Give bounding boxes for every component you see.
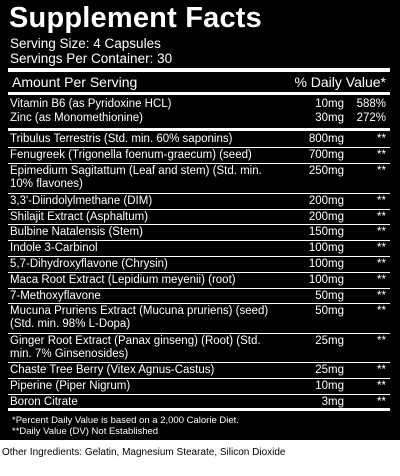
ingredient-amount: 200mg: [308, 195, 344, 207]
ingredient-daily-value: **: [377, 380, 386, 392]
ingredient-daily-value: **: [377, 258, 386, 270]
ingredient-name: 3,3'-Diindolylmethane (DIM): [10, 195, 153, 207]
daily-value-header: % Daily Value*: [294, 74, 386, 90]
bottom-divider: [8, 408, 390, 411]
ingredient-amount: 10mg: [315, 98, 344, 110]
ingredient-amount: 150mg: [308, 226, 344, 238]
row-divider: [8, 147, 390, 148]
ingredient-daily-value: **: [377, 226, 386, 238]
row-divider: [8, 224, 390, 225]
row-divider: [8, 394, 390, 395]
vitamin-divider: [8, 128, 390, 131]
ingredient-name: 7-Methoxyflavone: [10, 290, 101, 302]
footnote-daily-value: *Percent Daily Value is based on a 2,000 Calorie Diet.: [12, 415, 239, 426]
ingredient-daily-value: **: [377, 396, 386, 408]
row-divider: [8, 378, 390, 379]
row-divider: [8, 303, 390, 304]
ingredient-amount: 200mg: [308, 211, 344, 223]
row-divider: [8, 256, 390, 257]
ingredient-daily-value: **: [377, 195, 386, 207]
row-divider: [8, 163, 390, 164]
ingredient-daily-value: **: [377, 335, 386, 347]
row-divider: [8, 288, 390, 289]
amount-per-serving-header: Amount Per Serving: [12, 74, 138, 90]
panel-title: Supplement Facts: [9, 2, 262, 34]
ingredient-name: 5,7-Dihydroxyflavone (Chrysin): [10, 258, 168, 270]
ingredient-daily-value: **: [377, 242, 386, 254]
ingredient-name: Tribulus Terrestris (Std. min. 60% saponins): [10, 133, 233, 145]
other-ingredients: Other Ingredients: Gelatin, Magnesium Stearate, Silicon Dioxide: [2, 447, 286, 458]
footnote-not-established: **Daily Value (DV) Not Established: [12, 426, 159, 437]
row-divider: [8, 240, 390, 241]
row-divider: [8, 362, 390, 363]
row-divider: [8, 193, 390, 194]
ingredient-daily-value: **: [377, 149, 386, 161]
ingredient-daily-value: **: [377, 165, 386, 177]
ingredient-amount: 100mg: [308, 258, 344, 270]
ingredient-name: Chaste Tree Berry (Vitex Agnus-Castus): [10, 364, 215, 376]
ingredient-name: Maca Root Extract (Lepidium meyenii) (root): [10, 274, 236, 286]
ingredient-name: Boron Citrate: [10, 396, 78, 408]
ingredient-name: Bulbine Natalensis (Stem): [10, 226, 143, 238]
ingredient-name: Zinc (as Monomethionine): [10, 112, 143, 124]
ingredient-name: Piperine (Piper Nigrum): [10, 380, 131, 392]
ingredient-daily-value: **: [377, 133, 386, 145]
row-divider: [8, 333, 390, 334]
row-divider: [8, 209, 390, 210]
ingredient-daily-value: **: [377, 305, 386, 317]
row-divider: [8, 272, 390, 273]
ingredient-amount: 700mg: [308, 149, 344, 161]
header-divider: [8, 92, 390, 95]
ingredient-name: Epimedium Sagitattum (Leaf and stem) (Std. min. 10% flavones): [10, 165, 262, 190]
ingredient-amount: 25mg: [315, 335, 344, 347]
ingredient-daily-value: **: [377, 290, 386, 302]
ingredient-name: Indole 3-Carbinol: [10, 242, 98, 254]
ingredient-amount: 10mg: [315, 380, 344, 392]
ingredient-daily-value: **: [377, 211, 386, 223]
ingredient-amount: 30mg: [315, 112, 344, 124]
ingredient-amount: 3mg: [321, 396, 344, 408]
serving-size: Serving Size: 4 Capsules: [10, 36, 161, 51]
ingredient-amount: 250mg: [308, 165, 344, 177]
ingredient-daily-value: **: [377, 274, 386, 286]
ingredient-amount: 100mg: [308, 274, 344, 286]
ingredient-name: Fenugreek (Trigonella foenum-graecum) (seed): [10, 149, 252, 161]
ingredient-amount: 25mg: [315, 364, 344, 376]
ingredient-daily-value: **: [377, 364, 386, 376]
thick-divider: [8, 68, 390, 72]
ingredient-name: Shilajit Extract (Asphaltum): [10, 211, 149, 223]
ingredient-name: Ginger Root Extract (Panax ginseng) (Root) (Std. min. 7% Ginsenosides): [10, 335, 261, 360]
ingredient-daily-value: 272%: [356, 112, 386, 124]
ingredient-name: Vitamin B6 (as Pyridoxine HCL): [10, 98, 172, 110]
ingredient-amount: 100mg: [308, 242, 344, 254]
ingredient-daily-value: 588%: [356, 98, 386, 110]
ingredient-name: Mucuna Pruriens Extract (Mucuna pruriens) (seed) (Std. min. 98% L-Dopa): [10, 305, 269, 330]
servings-per-container: Servings Per Container: 30: [10, 51, 173, 66]
ingredient-amount: 50mg: [315, 290, 344, 302]
ingredient-amount: 800mg: [308, 133, 344, 145]
ingredient-amount: 50mg: [315, 305, 344, 317]
